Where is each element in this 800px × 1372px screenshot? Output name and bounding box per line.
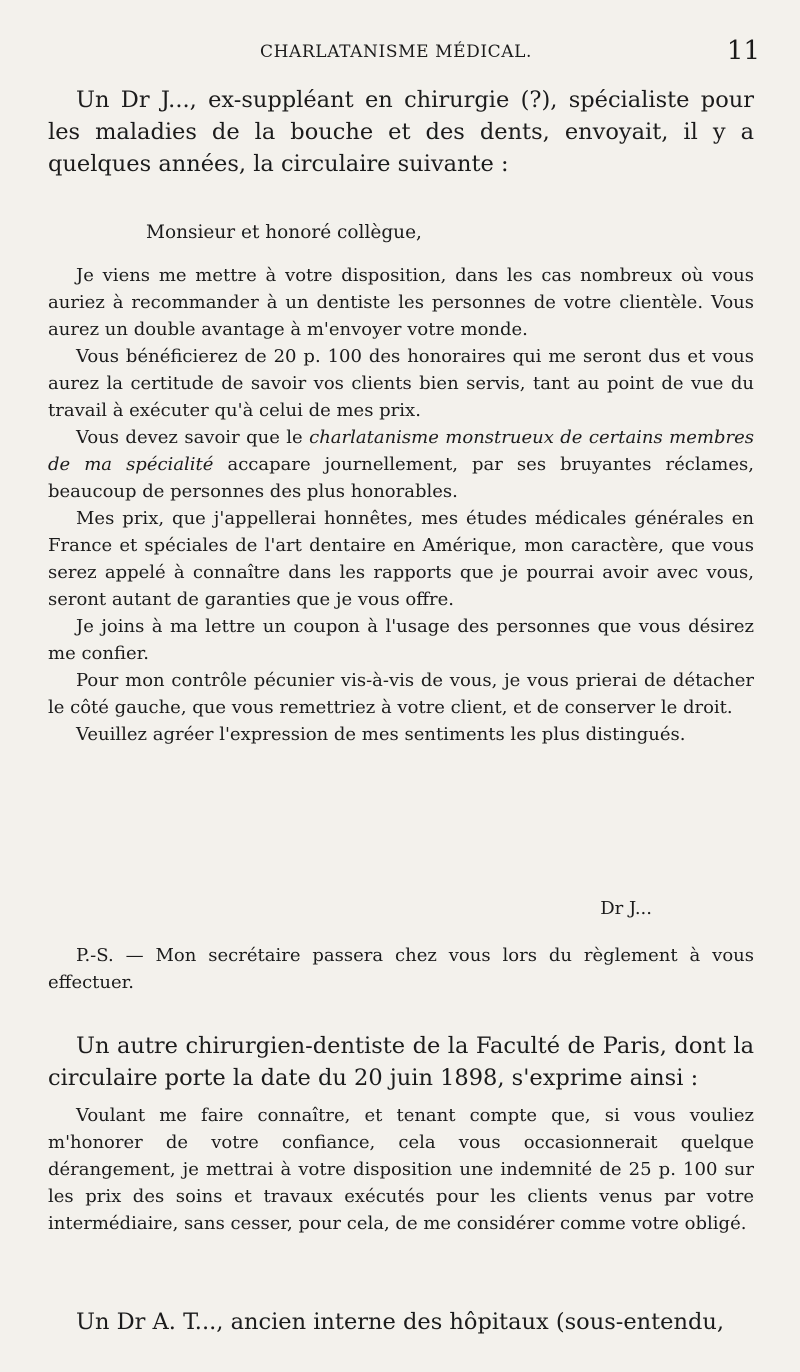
letter-1-emphasis: charlatanisme monstrueux de certains membres de ma spécialité [48, 427, 754, 475]
page-header [48, 36, 760, 72]
letter-1-paragraph-3-end: accapare journellement, par ses bruyantes réclames, beaucoup de personnes des plus honorables. [48, 454, 754, 502]
letter-1-paragraph-1: Je viens me mettre à votre disposition, dans les cas nombreux où vous auriez à recommander à un dentiste les personnes de votre clientèle. Vous aurez un double avantage à m'envoyer votre monde. [48, 265, 754, 340]
letter-1-paragraph-3-start: Vous devez savoir que le [76, 427, 310, 448]
intro-paragraph-3: Un Dr A. T..., ancien interne des hôpitaux (sous-entendu, [76, 1309, 725, 1335]
letter-1-paragraph-4: Mes prix, que j'appellerai honnêtes, mes études médicales générales en France et spéciales de l'art dentaire en Amérique, mon caractère, que vous serez appelé à connaître dans les rapports que je pourrai avoir avec vous, seront autant de garanties que je vous offre. [48, 508, 754, 610]
letter-1-paragraph-2: Vous bénéficierez de 20 p. 100 des honoraires qui me seront dus et vous aurez la certitude de savoir vos clients bien servis, tant au point de vue du travail à exécuter qu'à celui de mes prix. [48, 346, 754, 421]
letter-2-body: Voulant me faire connaître, et tenant compte que, si vous vouliez m'honorer de votre confiance, cela vous occasionnerait quelque dérangement, je mettrai à votre disposition une indemnité de 25 p. 100 sur les prix des soins et travaux exécutés pour les clients venus par votre intermédiaire, sans cesser, pour cela, de me considérer comme votre obligé. [48, 1105, 754, 1234]
letter-1-paragraph-3 [48, 424, 754, 505]
intro-paragraph-2: Un autre chirurgien-dentiste de la Faculté de Paris, dont la circulaire porte la date du 20 juin 1898, s'exprime ainsi : [48, 1033, 754, 1091]
letter-1-paragraph-7: Veuillez agréer l'expression de mes sentiments les plus distingués. [76, 724, 686, 745]
letter-1-body [48, 262, 754, 748]
page-number: 11 [726, 36, 760, 66]
intro-paragraph-1: Un Dr J..., ex-suppléant en chirurgie (?), spécialiste pour les maladies de la bouche et des dents, envoyait, il y a quelques années, la circulaire suivante : [48, 87, 754, 177]
letter-signature: Dr J... [600, 898, 652, 919]
letter-1-paragraph-6: Pour mon contrôle pécunier vis-à-vis de vous, je vous prierai de détacher le côté gauche, que vous remettriez à votre client, et de conserver le droit. [48, 670, 754, 718]
letter-1-paragraph-5: Je joins à ma lettre un coupon à l'usage des personnes que vous désirez me confier. [48, 616, 754, 664]
letter-salutation: Monsieur et honoré collègue, [146, 222, 422, 243]
postscript: P.-S. — Mon secrétaire passera chez vous lors du règlement à vous effectuer. [48, 945, 754, 993]
running-title: CHARLATANISME MÉDICAL. [260, 42, 533, 62]
